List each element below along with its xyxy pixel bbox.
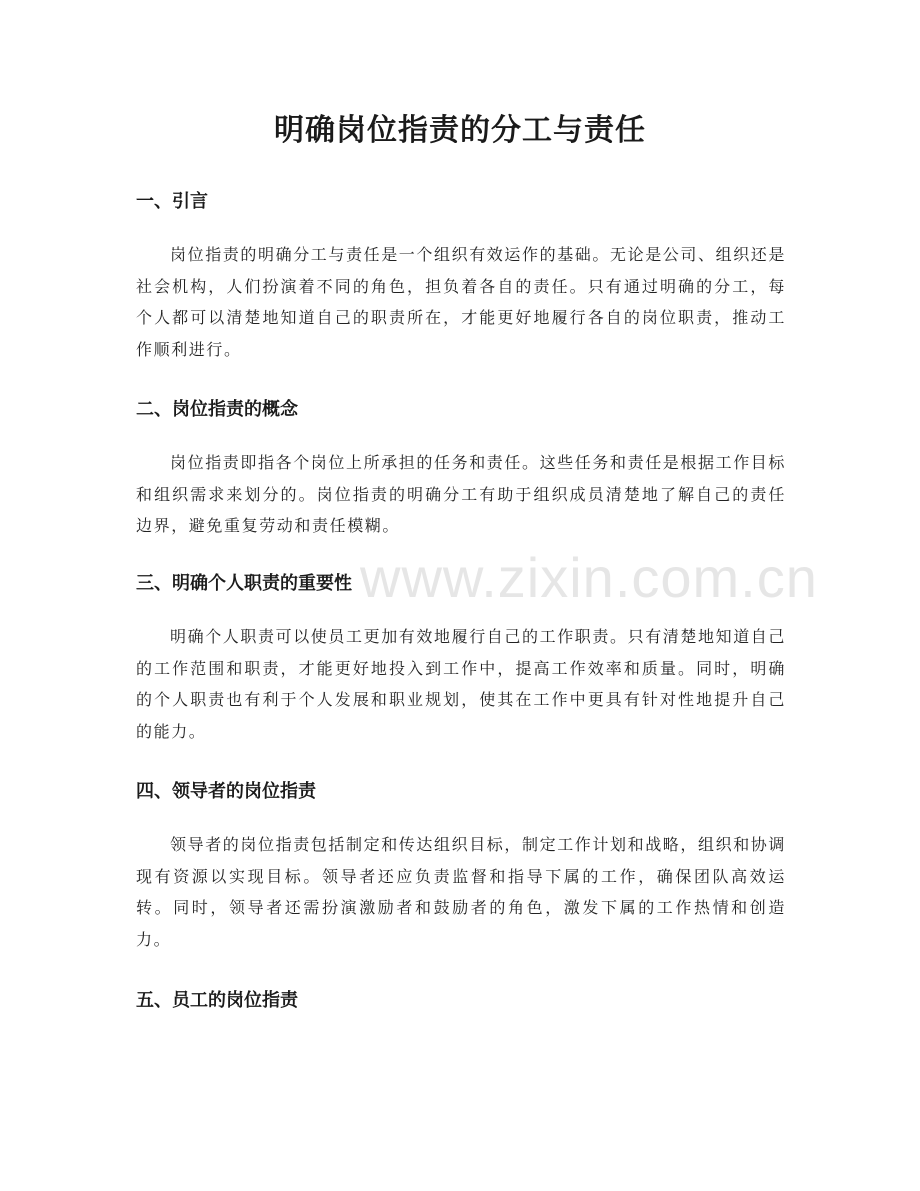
section-importance (136, 571, 786, 747)
section-concept (136, 397, 786, 542)
section-heading: 三、明确个人职责的重要性 (136, 573, 352, 594)
section-heading: 一、引言 (136, 191, 208, 212)
section-heading: 四、领导者的岗位指责 (136, 781, 316, 802)
section-paragraph: 岗位指责的明确分工与责任是一个组织有效运作的基础。无论是公司、组织还是社会机构，人们扮演着不同的角色，担负着各自的责任。只有通过明确的分工，每个人都可以清楚地知道自己的职责所在，才能更好地履行各自的岗位职责，推动工作顺利进行。 (136, 245, 787, 359)
document-title: 明确岗位指责的分工与责任 (274, 113, 646, 148)
section-leader-duties (136, 779, 786, 955)
section-paragraph: 岗位指责即指各个岗位上所承担的任务和责任。这些任务和责任是根据工作目标和组织需求来划分的。岗位指责的明确分工有助于组织成员清楚地了解自己的责任边界，避免重复劳动和责任模糊。 (136, 453, 787, 535)
section-paragraph: 领导者的岗位指责包括制定和传达组织目标，制定工作计划和战略，组织和协调现有资源以实现目标。领导者还应负责监督和指导下属的工作，确保团队高效运转。同时，领导者还需扮演激励者和鼓励者的角色，激发下属的工作热情和创造力。 (136, 835, 787, 949)
watermark: www.zixin.com.cn (360, 546, 818, 609)
section-heading: 五、员工的岗位指责 (136, 990, 298, 1011)
section-employee-duties (136, 988, 786, 1014)
section-introduction (136, 189, 786, 365)
section-heading: 二、岗位指责的概念 (136, 399, 298, 420)
section-paragraph: 明确个人职责可以使员工更加有效地履行自己的工作职责。只有清楚地知道自己的工作范围和职责，才能更好地投入到工作中，提高工作效率和质量。同时，明确的个人职责也有利于个人发展和职业规划，使其在工作中更具有针对性地提升自己的能力。 (136, 627, 787, 741)
